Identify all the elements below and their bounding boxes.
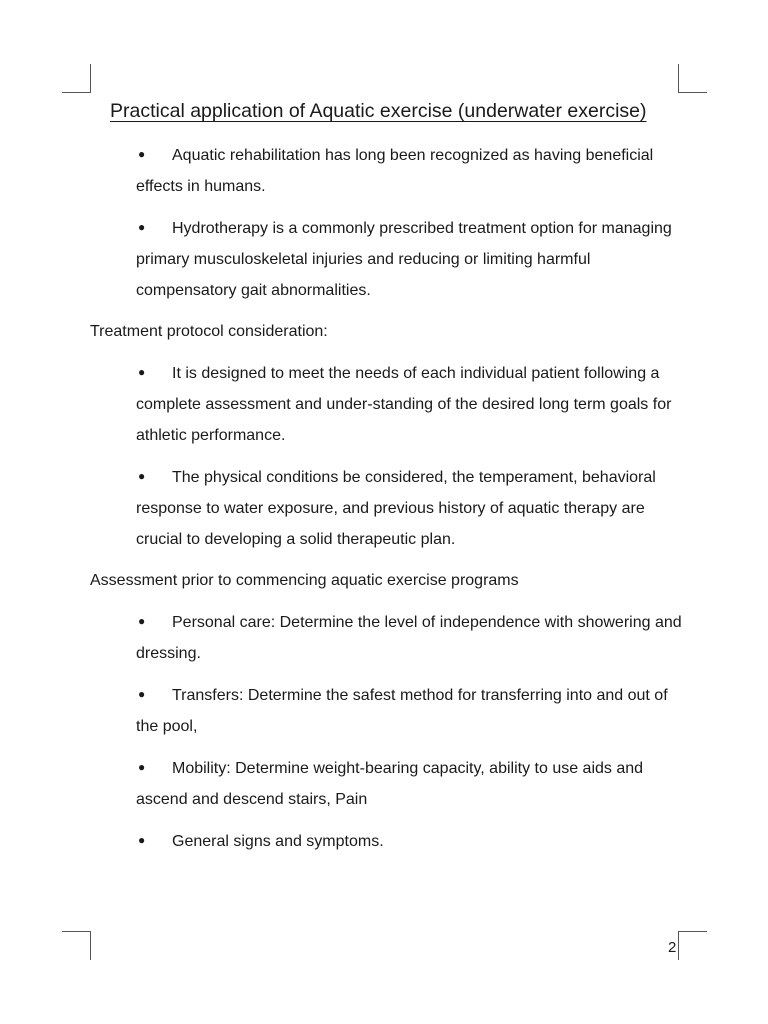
page-number: 2 xyxy=(668,939,677,956)
list-item xyxy=(136,679,690,742)
bullet-icon: ● xyxy=(138,687,146,701)
section-heading-treatment: Treatment protocol consideration: xyxy=(90,323,328,340)
bullet-icon: ● xyxy=(138,469,146,483)
list-item-text: Personal care: Determine the level of independence with showering and dressing. xyxy=(136,614,682,662)
bullet-icon: ● xyxy=(138,365,146,379)
list-item-text: Transfers: Determine the safest method for transferring into and out of the pool, xyxy=(136,687,668,735)
list-item xyxy=(136,825,690,857)
list-item xyxy=(136,752,690,815)
bullet-icon: ● xyxy=(138,220,146,234)
list-item xyxy=(136,606,690,669)
crop-mark-bottom-right xyxy=(678,931,707,960)
list-item-text: General signs and symptoms. xyxy=(172,833,384,850)
crop-mark-top-right xyxy=(678,64,707,93)
list-item xyxy=(136,461,690,555)
section-heading-assessment: Assessment prior to commencing aquatic exercise programs xyxy=(90,572,519,589)
page-title: Practical application of Aquatic exercise (underwater exercise) xyxy=(110,100,647,122)
crop-mark-top-left xyxy=(62,64,91,93)
list-item xyxy=(136,357,690,451)
bullet-icon: ● xyxy=(138,147,146,161)
list-item xyxy=(136,139,690,202)
list-item-text: Mobility: Determine weight-bearing capacity, ability to use aids and ascend and descend stairs, Pain xyxy=(136,760,644,808)
list-item-text: It is designed to meet the needs of each individual patient following a complete assessment and under-standing of the desired long term goals for athletic performance. xyxy=(136,365,672,444)
document-body xyxy=(90,139,690,867)
bullet-icon: ● xyxy=(138,833,146,847)
crop-mark-bottom-left xyxy=(62,931,91,960)
list-item-text: Hydrotherapy is a commonly prescribed treatment option for managing primary musculoskeletal injuries and reducing or limiting harmful compensatory gait abnormalities. xyxy=(136,220,672,299)
list-item xyxy=(136,212,690,306)
list-item-text: The physical conditions be considered, the temperament, behavioral response to water exposure, and previous history of aquatic therapy are crucial to developing a solid therapeutic plan. xyxy=(136,469,656,548)
bullet-icon: ● xyxy=(138,614,146,628)
bullet-icon: ● xyxy=(138,760,146,774)
list-item-text: Aquatic rehabilitation has long been recognized as having beneficial effects in humans. xyxy=(136,147,654,195)
